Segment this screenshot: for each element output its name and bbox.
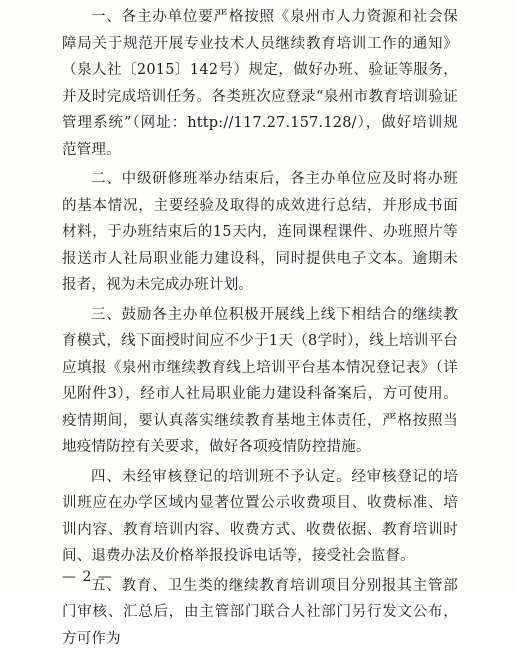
document-body <box>62 4 458 655</box>
page-number: — 2 — <box>62 569 113 585</box>
paragraph-4: 四、未经审核登记的培训班不予认定。经审核登记的培训班应在办学区域内显著位置公示收费项目、收费标准、培训内容、教育培训内容、收费方式、收费依据、教育培训时间、退费办法及价格举报投诉电话等，接受社会监督。 <box>62 468 458 564</box>
paragraph-3: 三、鼓励各主办单位积极开展线上线下相结合的继续教育模式，线下面授时间应不少于1天（8学时），线上培训平台应填报《泉州市继续教育线上培训平台基本情况登记表》（详见附件3），经市人社局职业能力建设科备案后，方可使用。疫情期间，要认真落实继续教育基地主体责任，严格按照当地疫情防控有关要求，做好各项疫情防控措施。 <box>62 306 458 455</box>
paragraph-5: 五、教育、卫生类的继续教育培训项目分别报其主管部门审核、汇总后，由主管部门联合人社部门另行发文公布，方可作为 <box>62 577 458 647</box>
paragraph-2: 二、中级研修班举办结束后，各主办单位应及时将办班的基本情况，主要经验及取得的成效进行总结，并形成书面材料，于办班结束后的15天内，连同课程课件、办班照片等报送市人社局职业能力建设科，同时提供电子文本。逾期未报者，视为未完成办班计划。 <box>62 171 458 293</box>
paragraph-1: 一、各主办单位要严格按照《泉州市人力资源和社会保障局关于规范开展专业技术人员继续教育培训工作的通知》（泉人社〔2015〕142号）规定，做好办班、验证等服务，并及时完成培训任务。各类班次应登录“泉州市教育培训验证管理系统”（网址：http://117.27.157.128/），做好培训规范管理。 <box>62 9 458 158</box>
